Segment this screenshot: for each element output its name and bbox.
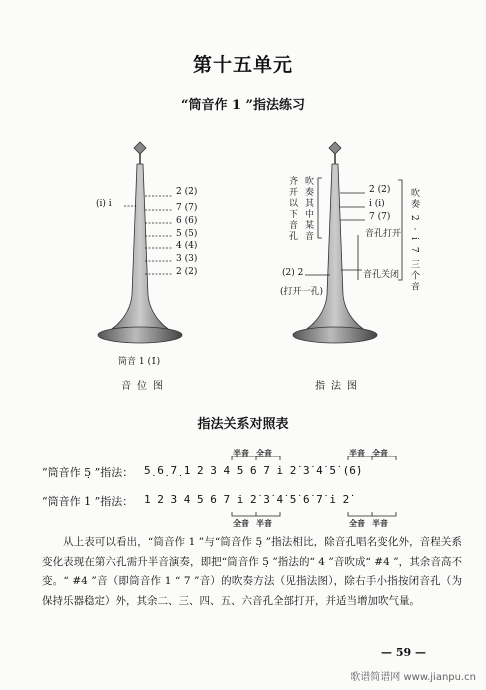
table-title: 指法关系对照表 bbox=[197, 417, 289, 432]
note-label: 2̇ (2̇) bbox=[369, 185, 391, 195]
side-text-col2: 吹奏其中某音 bbox=[303, 176, 313, 242]
site-watermark: 歌谱简谱网 www.jianpu.cn bbox=[350, 672, 476, 683]
bracket-label: 全音 bbox=[372, 448, 388, 458]
row2-notes: 1 2 3 4 5 6 7 i̇ 2̇ 3̇ 4̇ 5̇ 6̇ 7̇ i̇̇ 2̇̇ bbox=[144, 493, 350, 506]
note-label: 7 (7) bbox=[369, 212, 391, 222]
left-octave-label: (i̇) i bbox=[96, 199, 112, 209]
row1-notes: 5̣ 6̣ 7̣ 1 2 3 4 5 6 7 i̇ 2̇ 3̇ 4̇ 5̇ (6̇) bbox=[144, 464, 363, 477]
figure-caption-right: 指法图 bbox=[315, 381, 363, 392]
bracket-label: 半音 bbox=[256, 518, 272, 528]
row1-label: “筒音作 5̣ ”指法： bbox=[42, 466, 134, 479]
right-vertical-text: 吹奏 2̇ · i̇ 7 三个音 bbox=[409, 188, 419, 293]
left-suona-illustration bbox=[98, 142, 182, 343]
note-label: i (i) bbox=[369, 199, 385, 209]
explanation-paragraph bbox=[42, 533, 462, 611]
closed-hole-label: 音孔关闭 bbox=[363, 270, 400, 280]
tube-note-label: 筒音 1 (1̇) bbox=[118, 357, 161, 367]
bracket-label: 全音 bbox=[233, 518, 249, 528]
bracket-label: 全音 bbox=[256, 448, 272, 458]
bracket-label: 全音 bbox=[349, 518, 365, 528]
note-label: 4 (4) bbox=[176, 241, 198, 251]
page-title: 第十五单元 bbox=[192, 54, 293, 76]
figure-caption-left: 音位图 bbox=[121, 381, 169, 392]
note-label: 5 (5) bbox=[176, 229, 198, 239]
page-number: — 59 — bbox=[381, 646, 426, 659]
side-text-col1: 齐开以下音孔 bbox=[287, 176, 297, 242]
left-note-label: (2) 2 bbox=[282, 268, 304, 278]
row2-label: “筒音作 1 ”指法： bbox=[42, 495, 134, 508]
right-suona-illustration bbox=[293, 142, 402, 343]
open-one-hole-label: (打开一孔) bbox=[280, 287, 324, 297]
open-hole-label: 音孔打开 bbox=[365, 229, 402, 239]
note-label: 7 (7) bbox=[176, 203, 198, 213]
paragraph-text: 从上表可以看出，“筒音作 1 ”与“筒音作 5̣ ”指法相比，除音孔唱名变化外，音程关系变化表现在第六孔需升半音演奏，即把“筒音作 5̣ ”指法的“ 4 ”音吹成“ #4 ”，其余音高不变。“ #4 ”音（即筒音作 1 “ 7 ”音）的吹奏方法（见指法图），除右手小指按闭音孔（为保持乐器稳定）外，其余二、三、四、五、六音孔全部打开，并适当增加吹气量。 bbox=[42, 536, 462, 607]
table-brackets bbox=[0, 456, 486, 526]
section-subtitle: “筒音作 1 ”指法练习 bbox=[180, 98, 306, 113]
bracket-label: 半音 bbox=[233, 448, 249, 458]
note-label: 3 (3) bbox=[176, 254, 198, 264]
note-label: 2̇ (2̇) bbox=[176, 187, 198, 197]
bracket-label: 半音 bbox=[372, 518, 388, 528]
note-label: 6 (6) bbox=[176, 216, 198, 226]
bracket-label: 半音 bbox=[349, 448, 365, 458]
note-label: 2 (2) bbox=[176, 267, 198, 277]
